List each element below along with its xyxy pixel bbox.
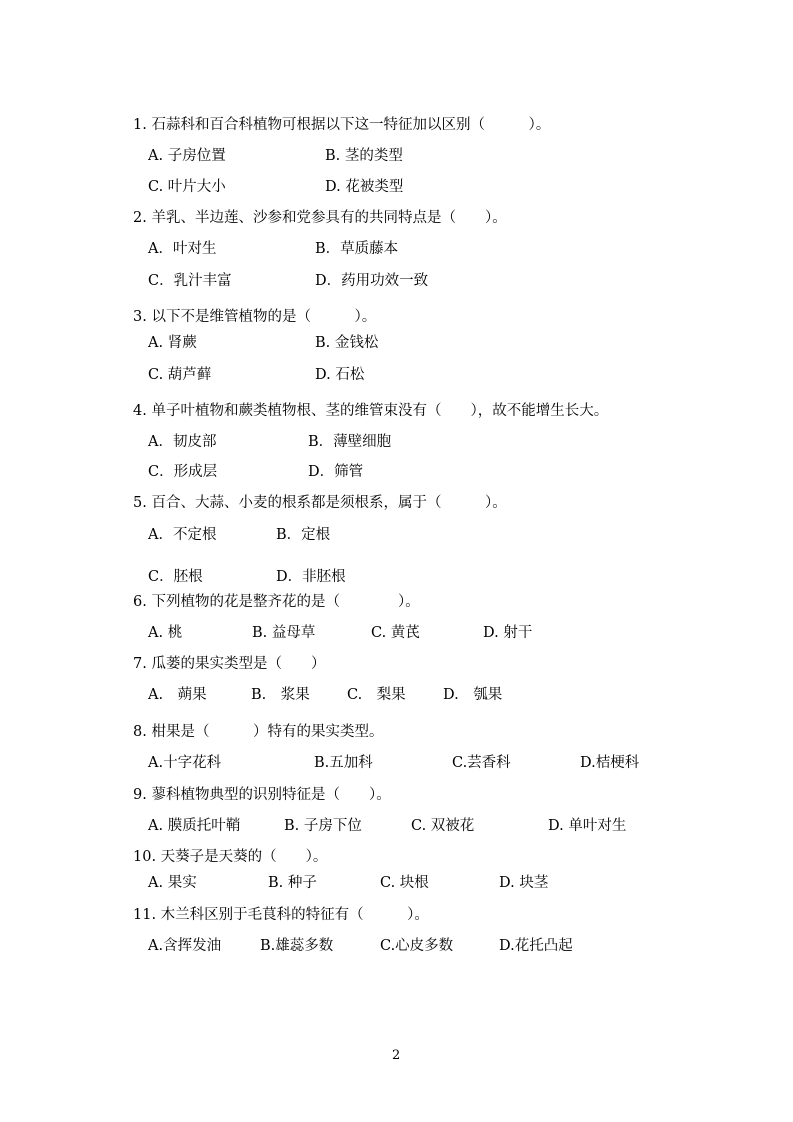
question-4-option-c: C．形成层 (148, 464, 218, 480)
question-5-option-b: B．定根 (276, 527, 331, 543)
question-3-option-a: A. 肾蕨 (148, 335, 197, 351)
question-11-stem: 11. 木兰科区别于毛茛科的特征有（ ）。 (133, 907, 429, 923)
question-9-option-c: C. 双被花 (411, 818, 475, 834)
question-6-option-d: D. 射干 (483, 625, 533, 641)
question-7-option-c: C. 梨果 (347, 687, 406, 703)
question-8-option-c: C.芸香科 (452, 755, 511, 771)
question-1-option-b: B. 茎的类型 (325, 148, 403, 164)
question-6-option-b: B. 益母草 (252, 625, 316, 641)
question-7-stem: 7. 瓜蒌的果实类型是（ ） (133, 656, 326, 672)
question-1-stem: 1. 石蒜科和百合科植物可根据以下这一特征加以区别（ ）。 (133, 117, 551, 133)
question-9-option-d: D. 单叶对生 (548, 818, 627, 834)
question-10-option-d: D. 块茎 (499, 875, 549, 891)
question-2-option-c: C．乳汁丰富 (148, 273, 232, 289)
question-1-option-c: C. 叶片大小 (148, 179, 226, 195)
question-6-stem: 6. 下列植物的花是整齐花的是（ ）。 (133, 594, 420, 610)
question-9-option-a: A. 膜质托叶鞘 (148, 818, 241, 834)
question-5-option-a: A．不定根 (148, 527, 217, 543)
question-1-option-d: D. 花被类型 (325, 179, 404, 195)
question-4-stem: 4. 单子叶植物和蕨类植物根、茎的维管束没有（ ），故不能增生长大。 (133, 403, 609, 419)
question-8-option-b: B.五加科 (314, 755, 373, 771)
question-5-option-d: D．非胚根 (276, 569, 346, 585)
question-10-option-a: A. 果实 (148, 875, 197, 891)
page-number: 2 (392, 1048, 401, 1063)
question-3-option-c: C. 葫芦藓 (148, 367, 212, 383)
question-8-option-d: D.桔梗科 (580, 755, 640, 771)
question-8-stem: 8. 柑果是（ ）特有的果实类型。 (133, 724, 384, 740)
question-2-option-d: D．药用功效一致 (315, 273, 429, 289)
question-10-option-b: B. 种子 (268, 875, 317, 891)
question-3-stem: 3. 以下不是维管植物的是（ ）。 (133, 309, 377, 325)
question-7-option-a: A. 蒴果 (148, 687, 207, 703)
question-4-option-a: A．韧皮部 (148, 434, 217, 450)
question-2-option-a: A．叶对生 (148, 241, 217, 257)
question-3-option-b: B. 金钱松 (315, 335, 379, 351)
question-6-option-a: A. 桃 (148, 625, 183, 641)
question-5-stem: 5. 百合、大蒜、小麦的根系都是须根系，属于（ ）。 (133, 495, 507, 511)
question-11-option-b: B.雄蕊多数 (260, 938, 334, 954)
question-3-option-d: D. 石松 (315, 367, 365, 383)
question-6-option-c: C. 黄芪 (371, 625, 420, 641)
question-4-option-d: D．筛管 (308, 464, 364, 480)
question-11-option-d: D.花托凸起 (499, 938, 573, 954)
question-4-option-b: B．薄壁细胞 (308, 434, 392, 450)
question-2-option-b: B．草质藤本 (315, 241, 399, 257)
question-7-option-b: B. 浆果 (251, 687, 310, 703)
question-5-option-c: C．胚根 (148, 569, 203, 585)
question-9-stem: 9. 蓼科植物典型的识别特征是（ ）。 (133, 787, 391, 803)
question-10-stem: 10. 天葵子是天葵的（ ）。 (133, 849, 328, 865)
question-2-stem: 2. 羊乳、半边莲、沙参和党参具有的共同特点是（ ）。 (133, 210, 507, 226)
question-9-option-b: B. 子房下位 (284, 818, 362, 834)
question-11-option-c: C.心皮多数 (380, 938, 454, 954)
question-1-option-a: A. 子房位置 (148, 148, 226, 164)
question-10-option-c: C. 块根 (380, 875, 429, 891)
question-8-option-a: A.十字花科 (148, 755, 222, 771)
question-7-option-d: D. 瓠果 (443, 687, 503, 703)
question-11-option-a: A.含挥发油 (148, 938, 222, 954)
